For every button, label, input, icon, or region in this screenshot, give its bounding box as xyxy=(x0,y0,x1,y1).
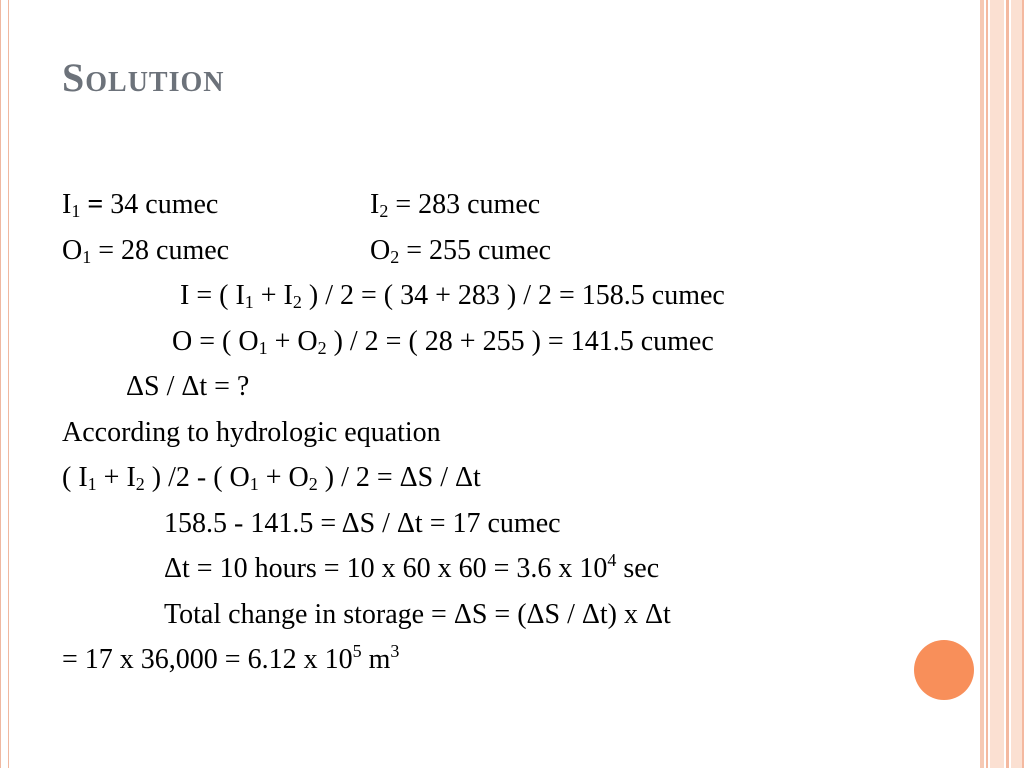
var-o1: $O_1 = 28$ cumec xyxy=(62,234,230,267)
storage-rate-line: 158.5 - 141.5 = ΔS / Δt = 17 cumec xyxy=(164,507,561,539)
unknown-line: ΔS / Δt = ? xyxy=(126,371,250,402)
stripe xyxy=(980,0,984,768)
accent-circle xyxy=(914,640,974,700)
result-line: = 17 x 36,000 = 6.12 x $10^5$ $m^3$ xyxy=(62,641,400,675)
stripe xyxy=(986,0,988,768)
slide-body xyxy=(62,182,922,683)
right-stripe-decoration xyxy=(980,0,1024,768)
stripe xyxy=(990,0,1004,768)
left-border-decoration xyxy=(0,0,10,768)
var-o2: $O_2 = 255$ cumec xyxy=(370,234,552,267)
total-storage-line: Total change in storage = ΔS = (ΔS / Δt) x Δt xyxy=(164,598,671,630)
mean-outflow-line: O = ( $O_1 + O_2$ ) / 2 = ( 28 + 255 ) = 141.5 cumec xyxy=(172,325,714,358)
var-i1: $I_1 = 34$ cumec xyxy=(62,189,219,221)
slide-title: Solution xyxy=(62,55,225,100)
stripe xyxy=(1006,0,1009,768)
hydrologic-equation-line: ( $I_1 + I_2$ ) /2 - ( $O_1 + O_2$ ) / 2 = ΔS / Δt xyxy=(62,462,481,494)
inflow-line xyxy=(62,182,922,228)
var-i2: $I_2 = 283$ cumec xyxy=(370,189,541,221)
hydrologic-intro-line: According to hydrologic equation xyxy=(62,416,441,448)
mean-inflow-line: I = ( $I_1 + I_2$ ) / 2 = ( 34 + 283 ) / 2 = 158.5 cumec xyxy=(180,280,725,312)
time-interval-line: Δt = 10 hours = 10 x 60 x 60 = 3.6 x $10^4$ sec xyxy=(164,550,660,584)
outflow-line xyxy=(62,228,922,274)
